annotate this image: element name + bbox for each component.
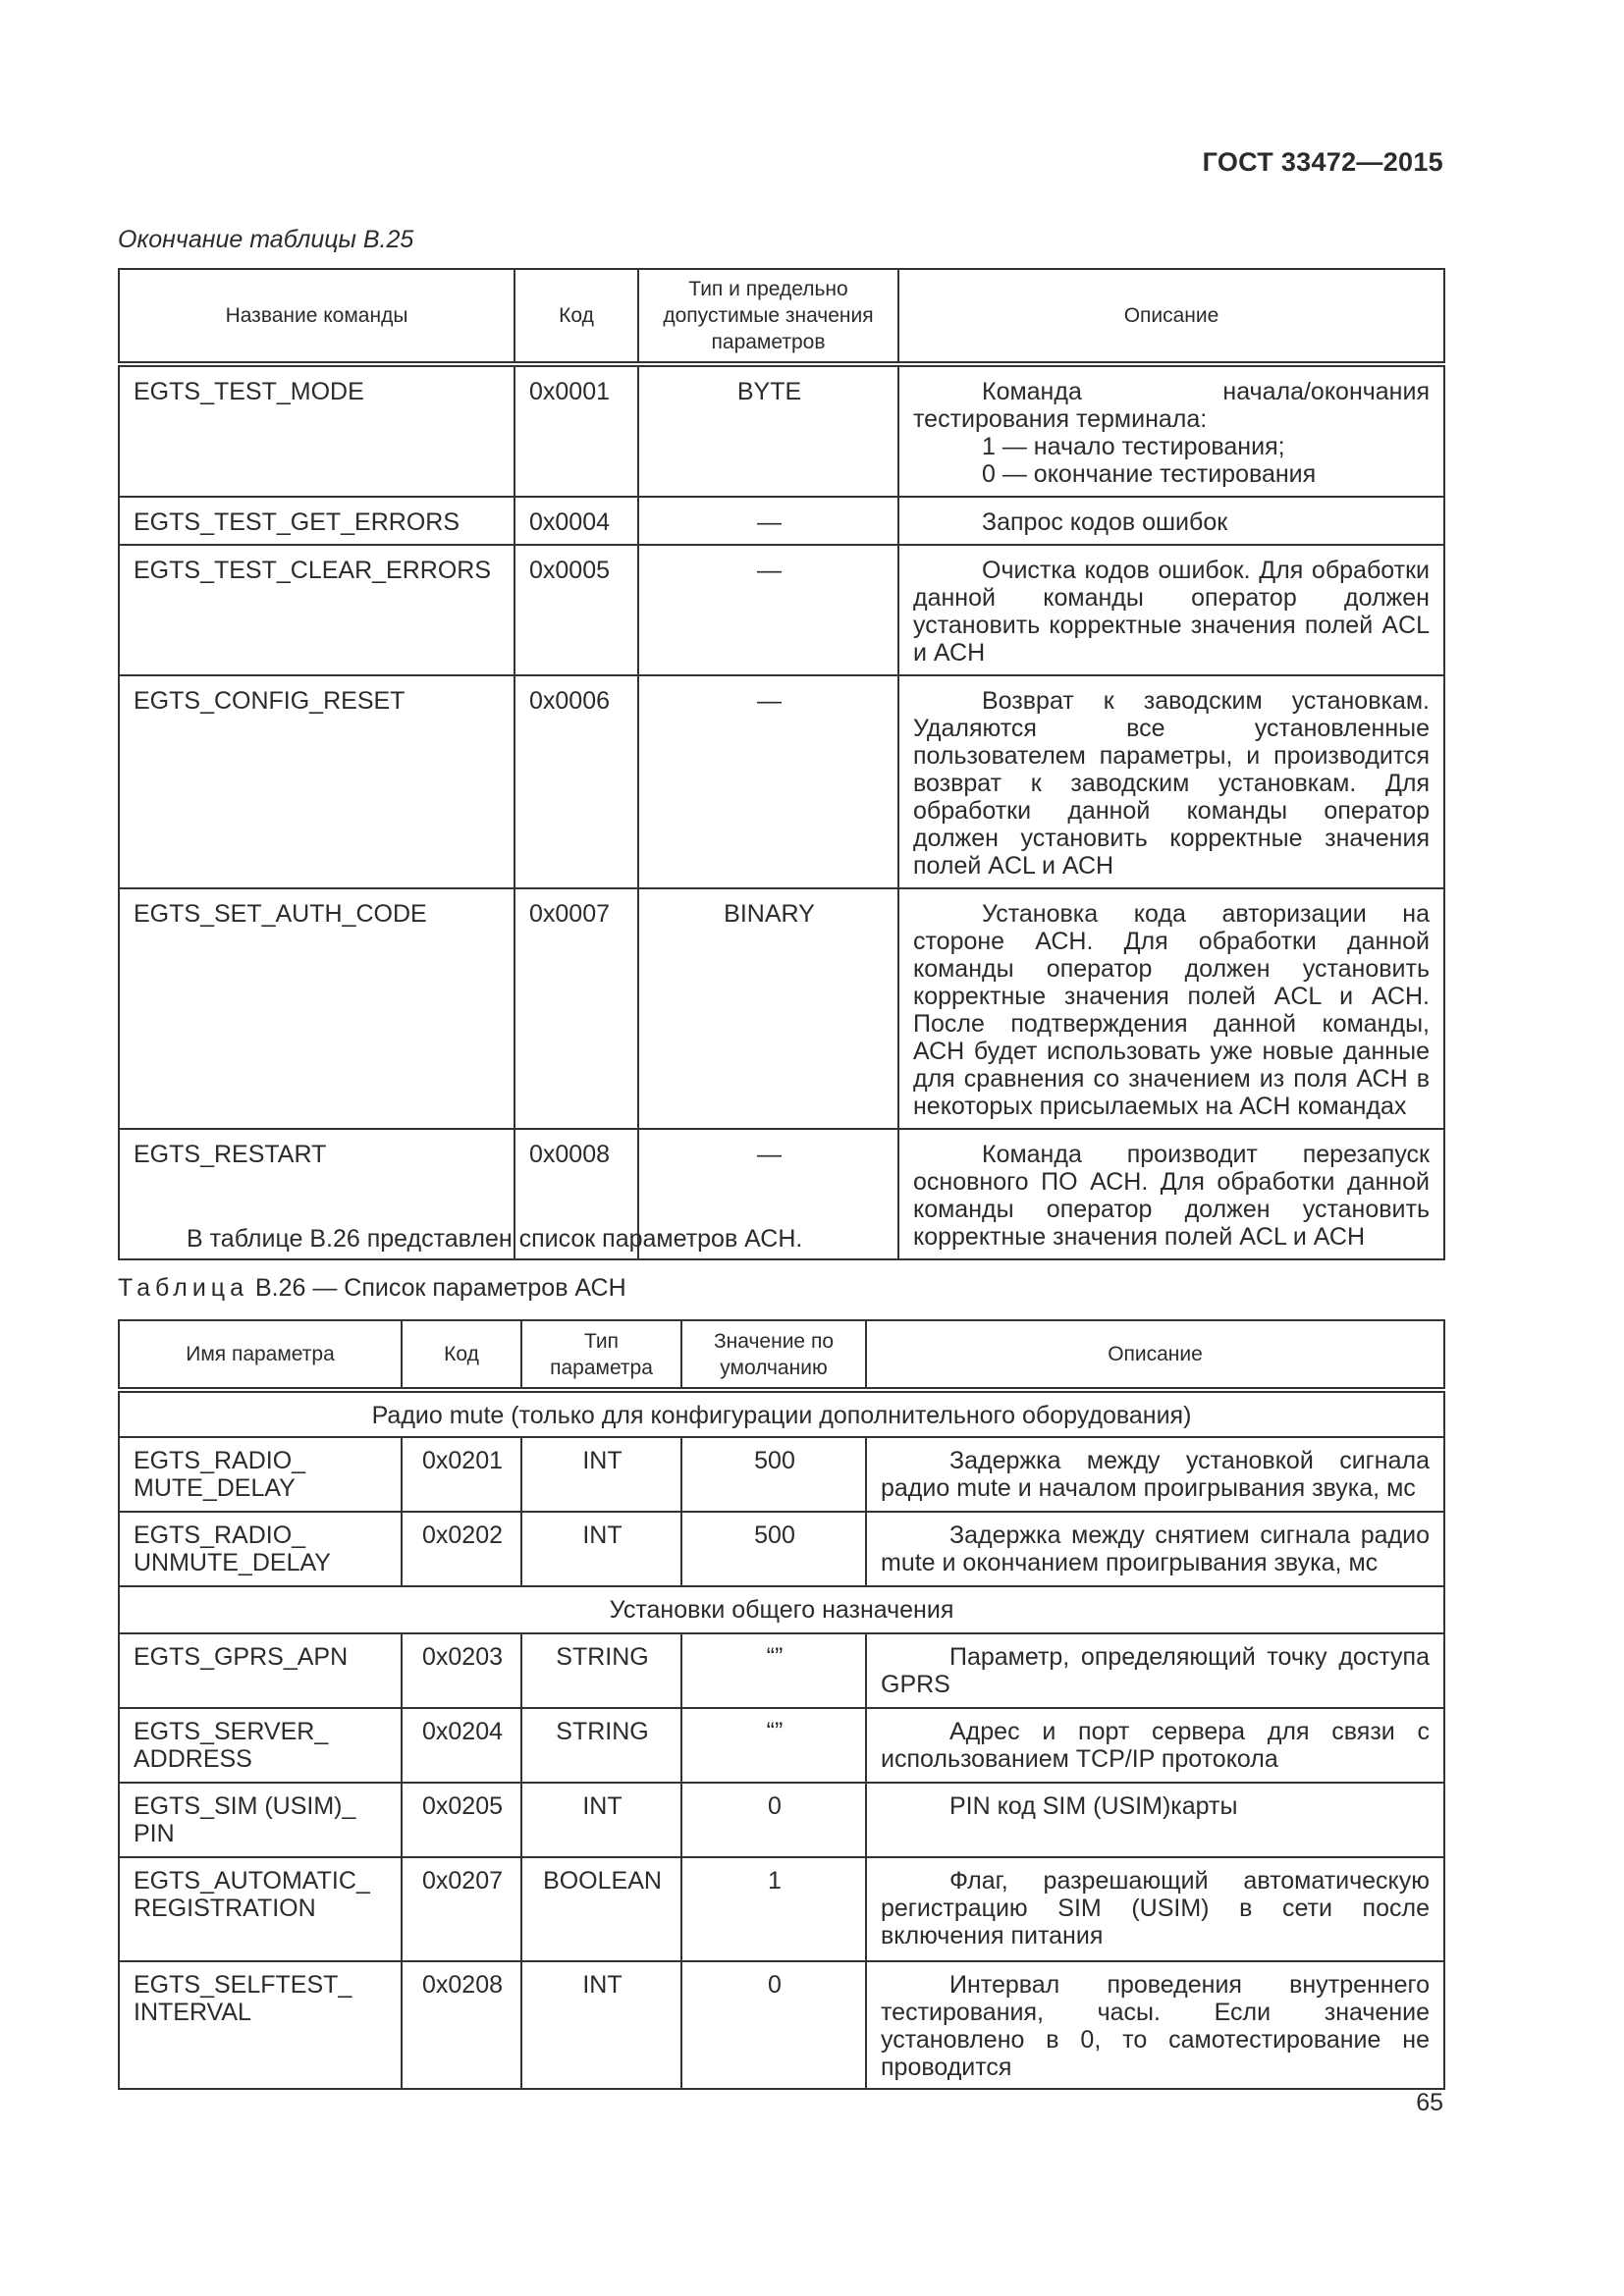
table-row	[119, 675, 1444, 888]
description-text: Команда начала/окончания тестирования терминала:	[913, 378, 1430, 433]
command-description: Очистка кодов ошибок. Для обработки данной команды оператор должен установить корректные значения полей ACL и АСН	[898, 545, 1444, 675]
param-name: EGTS_SERVER_ ADDRESS	[119, 1708, 402, 1783]
param-default: “”	[681, 1708, 866, 1783]
table-row	[119, 1961, 1444, 2089]
column-header: Описание	[898, 269, 1444, 364]
param-type: INT	[521, 1961, 681, 2089]
command-code: 0x0006	[514, 675, 638, 888]
standard-number: ГОСТ 33472—2015	[1202, 147, 1443, 177]
command-type: —	[638, 497, 898, 545]
intro-paragraph: В таблице В.26 представлен список параметров АСН.	[187, 1225, 803, 1253]
param-code: 0x0208	[402, 1961, 521, 2089]
param-description: Адрес и порт сервера для связи с использованием TCP/IP протокола	[866, 1708, 1444, 1783]
command-description: Возврат к заводским установкам. Удаляются все установленные пользователем параметры, и производится возврат к заводским установкам. Для обработки данной команды оператор должен установить корректные значения полей ACL и АСН	[898, 675, 1444, 888]
param-code: 0x0201	[402, 1437, 521, 1512]
param-default: “”	[681, 1633, 866, 1708]
command-name: EGTS_TEST_CLEAR_ERRORS	[119, 545, 514, 675]
column-header: Тип и предельно допустимые значения параметров	[638, 269, 898, 364]
table-row	[119, 1437, 1444, 1512]
command-code: 0x0008	[514, 1129, 638, 1259]
command-type: BYTE	[638, 364, 898, 497]
param-description: Задержка между снятием сигнала радио mute и окончанием проигрывания звука, мс	[866, 1512, 1444, 1586]
table-row	[119, 1708, 1444, 1783]
command-code: 0x0005	[514, 545, 638, 675]
param-type: STRING	[521, 1633, 681, 1708]
param-name: EGTS_RADIO_ MUTE_DELAY	[119, 1437, 402, 1512]
command-code: 0x0007	[514, 888, 638, 1129]
param-name: EGTS_RADIO_ UNMUTE_DELAY	[119, 1512, 402, 1586]
command-type: BINARY	[638, 888, 898, 1129]
command-description: Запрос кодов ошибок	[898, 497, 1444, 545]
param-description: PIN код SIM (USIM)карты	[866, 1783, 1444, 1857]
param-default: 1	[681, 1857, 866, 1961]
table-row	[119, 1633, 1444, 1708]
table-row	[119, 364, 1444, 497]
page-number: 65	[1416, 2089, 1443, 2116]
table-row	[119, 888, 1444, 1129]
command-name: EGTS_SET_AUTH_CODE	[119, 888, 514, 1129]
command-code: 0x0004	[514, 497, 638, 545]
column-header: Значение по умолчанию	[681, 1320, 866, 1390]
param-type: INT	[521, 1783, 681, 1857]
param-description: Задержка между установкой сигнала радио mute и началом проигрывания звука, мс	[866, 1437, 1444, 1512]
column-header: Имя параметра	[119, 1320, 402, 1390]
param-type: STRING	[521, 1708, 681, 1783]
table-b26	[118, 1319, 1445, 2090]
command-type: —	[638, 1129, 898, 1259]
param-name: EGTS_AUTOMATIC_ REGISTRATION	[119, 1857, 402, 1961]
param-type: INT	[521, 1437, 681, 1512]
column-header: Описание	[866, 1320, 1444, 1390]
param-type: BOOLEAN	[521, 1857, 681, 1961]
column-header: Код	[402, 1320, 521, 1390]
table-header-row	[119, 269, 1444, 364]
param-name: EGTS_SIM (USIM)_ PIN	[119, 1783, 402, 1857]
caption-title: В.26 — Список параметров АСН	[254, 1274, 626, 1302]
table-row	[119, 1512, 1444, 1586]
table-row	[119, 497, 1444, 545]
table-b25-caption: Окончание таблицы В.25	[118, 226, 414, 253]
column-header: Название команды	[119, 269, 514, 364]
description-list-item: 0 — окончание тестирования	[982, 460, 1317, 488]
param-default: 0	[681, 1961, 866, 2089]
command-name: EGTS_CONFIG_RESET	[119, 675, 514, 888]
caption-label: Таблица	[118, 1274, 249, 1302]
param-description: Параметр, определяющий точку доступа GPRS	[866, 1633, 1444, 1708]
table-row	[119, 1857, 1444, 1961]
command-name: EGTS_TEST_MODE	[119, 364, 514, 497]
param-name: EGTS_SELFTEST_ INTERVAL	[119, 1961, 402, 2089]
table-header-row	[119, 1320, 1444, 1390]
table-b26-caption	[118, 1274, 626, 1303]
param-description: Интервал проведения внутреннего тестирования, часы. Если значение установлено в 0, то самотестирование не проводится	[866, 1961, 1444, 2089]
command-description: Установка кода авторизации на стороне АСН. Для обработки данной команды оператор должен установить корректные значения полей ACL и АСН. После подтверждения данной команды, АСН будет использовать уже новые данные для сравнения со значением из поля АСН в некоторых присылаемых на АСН командах	[898, 888, 1444, 1129]
command-name: EGTS_TEST_GET_ERRORS	[119, 497, 514, 545]
command-description	[898, 364, 1444, 497]
param-default: 500	[681, 1512, 866, 1586]
command-type: —	[638, 675, 898, 888]
param-code: 0x0202	[402, 1512, 521, 1586]
param-name: EGTS_GPRS_APN	[119, 1633, 402, 1708]
param-code: 0x0204	[402, 1708, 521, 1783]
param-code: 0x0203	[402, 1633, 521, 1708]
table-row	[119, 545, 1444, 675]
command-description: Команда производит перезапуск основного ПО АСН. Для обработки данной команды оператор должен установить корректные значения полей ACL и АСН	[898, 1129, 1444, 1259]
table-row	[119, 1783, 1444, 1857]
section-row	[119, 1390, 1444, 1437]
command-code: 0x0001	[514, 364, 638, 497]
table-b25	[118, 268, 1445, 1260]
param-code: 0x0205	[402, 1783, 521, 1857]
section-title: Установки общего назначения	[119, 1586, 1444, 1633]
section-row	[119, 1586, 1444, 1633]
param-default: 0	[681, 1783, 866, 1857]
param-description: Флаг, разрешающий автоматическую регистрацию SIM (USIM) в сети после включения питания	[866, 1857, 1444, 1961]
command-name: EGTS_RESTART	[119, 1129, 514, 1259]
section-title: Радио mute (только для конфигурации дополнительного оборудования)	[119, 1390, 1444, 1437]
command-type: —	[638, 545, 898, 675]
column-header: Тип параметра	[521, 1320, 681, 1390]
column-header: Код	[514, 269, 638, 364]
description-list-item: 1 — начало тестирования;	[982, 433, 1285, 460]
param-type: INT	[521, 1512, 681, 1586]
param-code: 0x0207	[402, 1857, 521, 1961]
param-default: 500	[681, 1437, 866, 1512]
